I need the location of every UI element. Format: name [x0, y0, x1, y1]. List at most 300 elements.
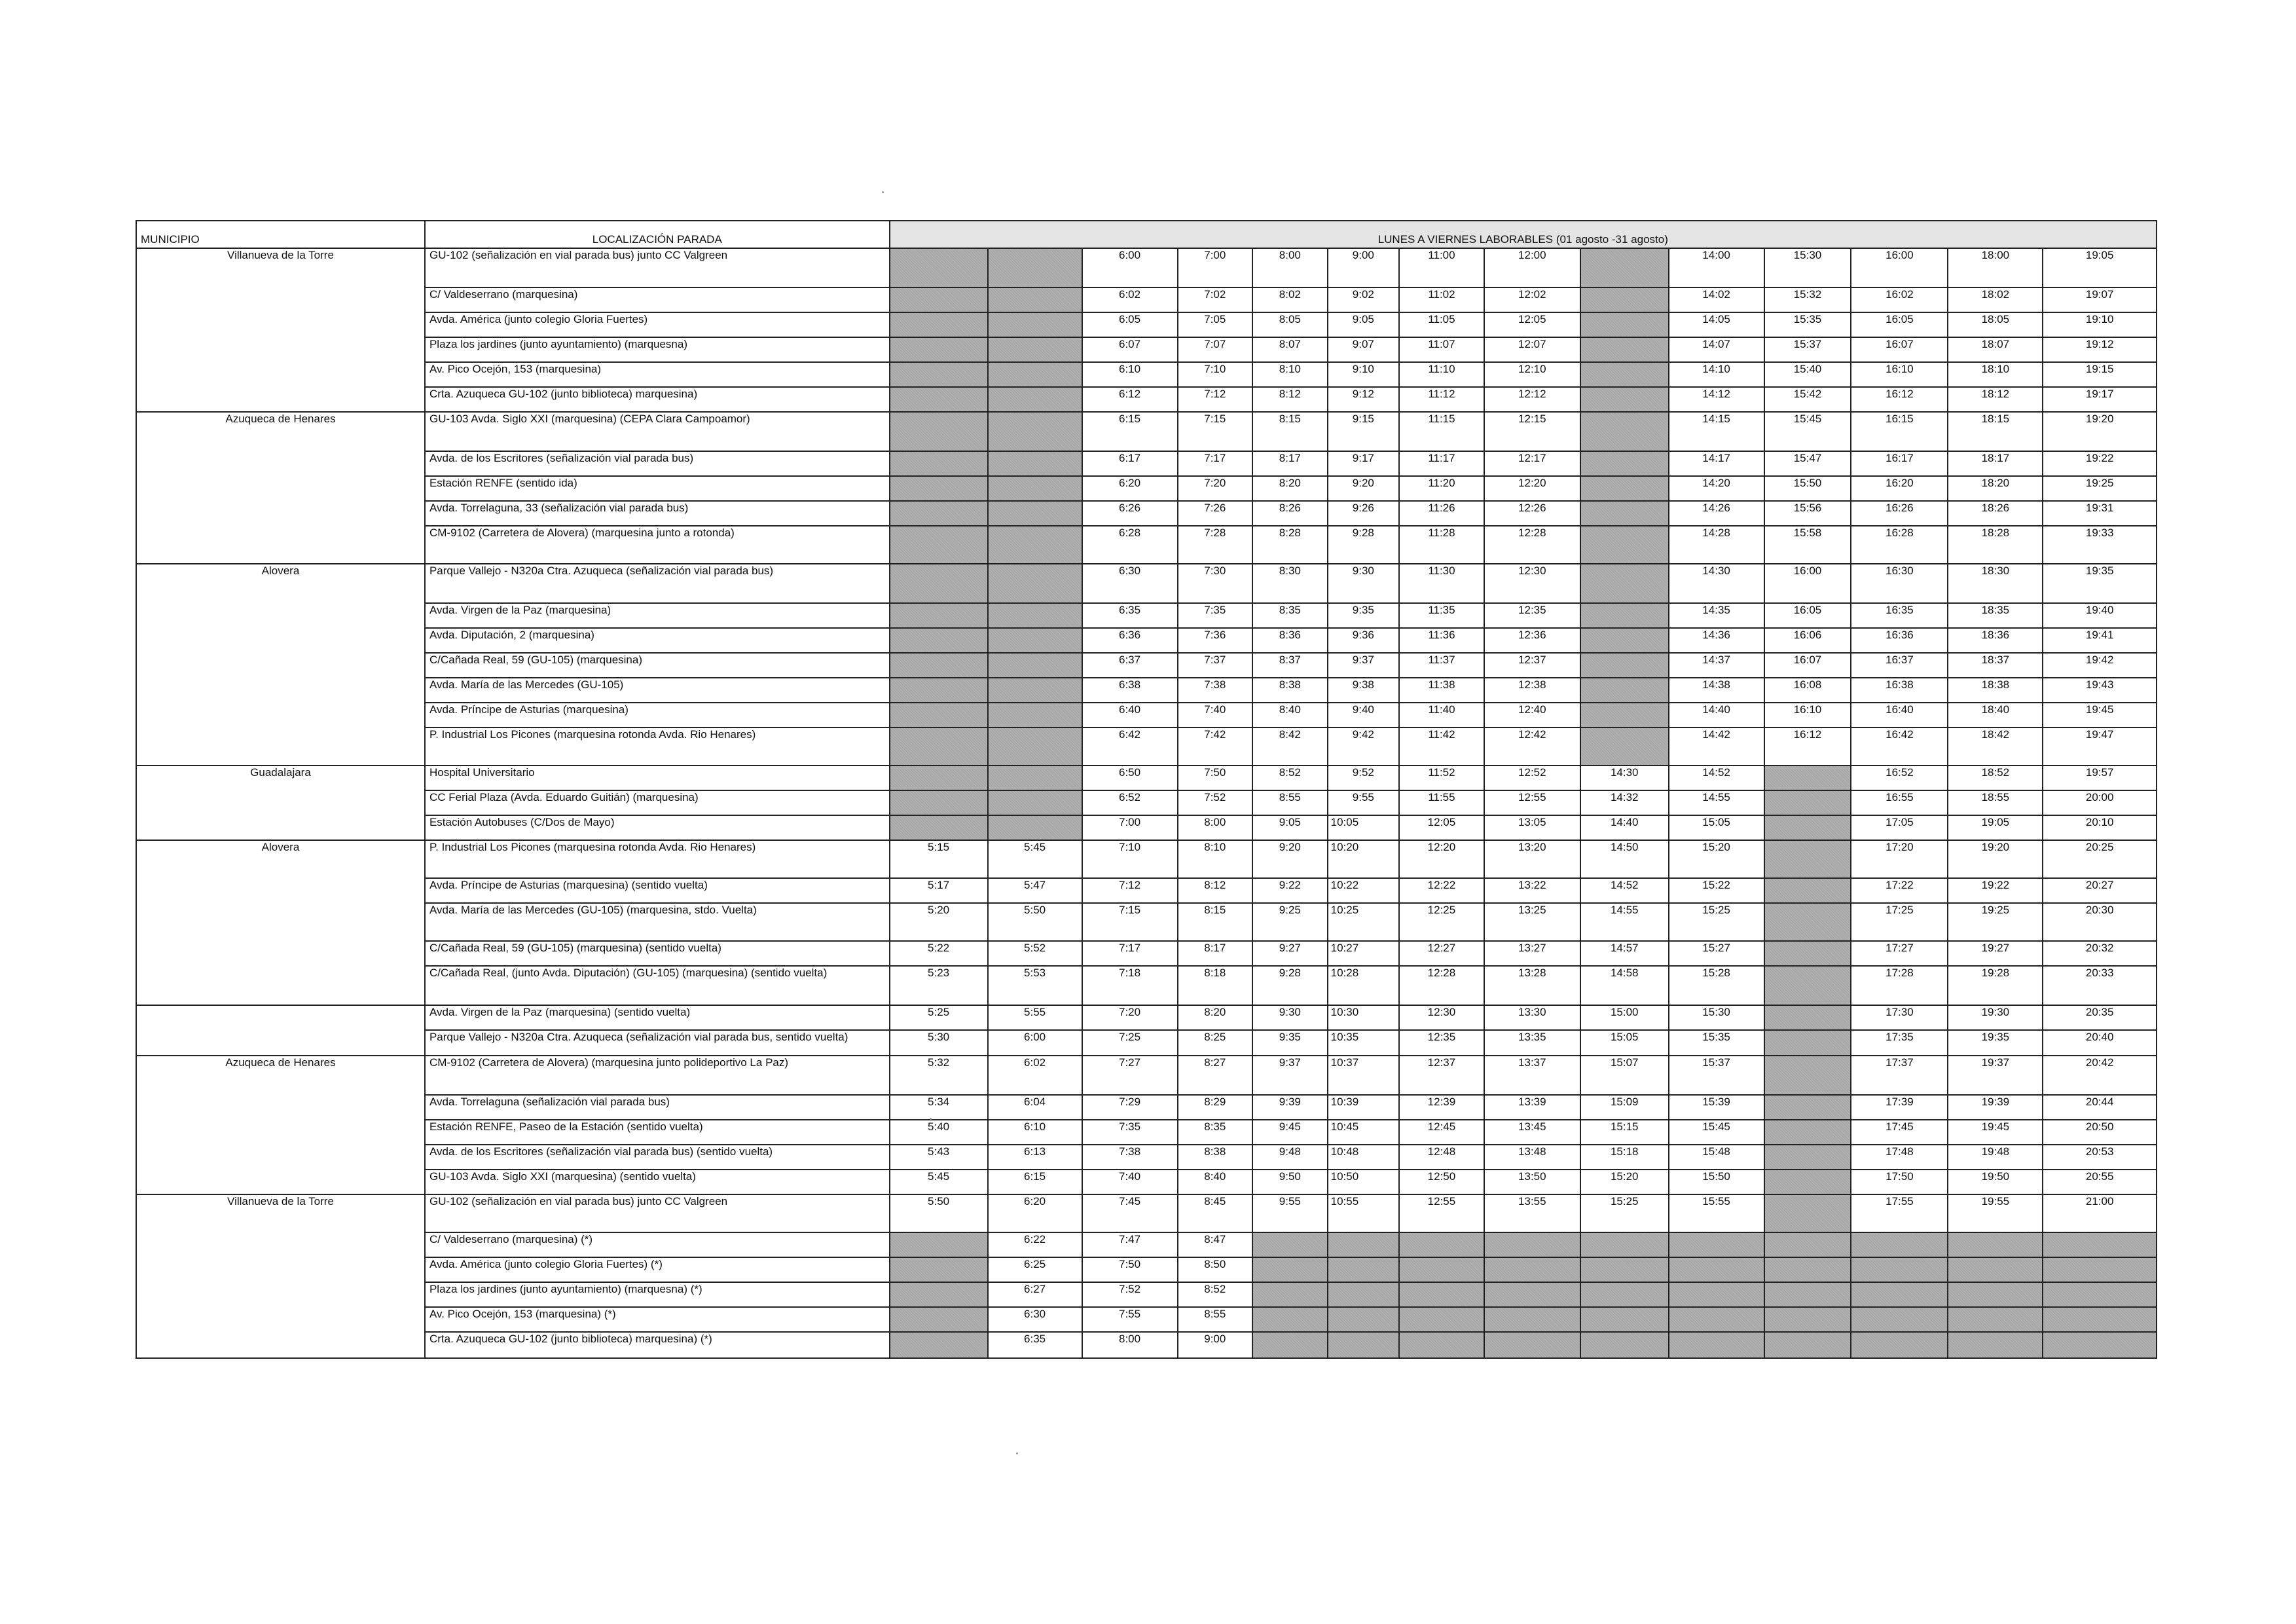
- no-service-cell: [1484, 1232, 1580, 1257]
- no-service-cell: [988, 703, 1082, 728]
- stop-name: Avda. América (junto colegio Gloria Fuertes): [425, 312, 890, 337]
- stop-name: Estación Autobuses (C/Dos de Mayo): [425, 815, 890, 840]
- departure-time: 10:30: [1328, 1005, 1399, 1030]
- no-service-cell: [1948, 1332, 2043, 1358]
- no-service-cell: [1252, 1282, 1328, 1307]
- no-service-cell: [890, 312, 988, 337]
- departure-time: 5:47: [988, 878, 1082, 903]
- departure-time: 14:58: [1580, 966, 1669, 1005]
- departure-time: 16:12: [1764, 728, 1851, 766]
- stop-name: Avda. Torrelaguna, 33 (señalización vial parada bus): [425, 501, 890, 526]
- no-service-cell: [1764, 1232, 1851, 1257]
- departure-time: 19:50: [1948, 1170, 2043, 1194]
- departure-time: 14:07: [1669, 337, 1764, 362]
- stop-row: [136, 840, 2157, 878]
- departure-time: 16:37: [1851, 653, 1948, 678]
- departure-time: 14:30: [1580, 766, 1669, 790]
- departure-time: 20:27: [2043, 878, 2157, 903]
- departure-time: 5:45: [890, 1170, 988, 1194]
- departure-time: 19:55: [1948, 1194, 2043, 1232]
- departure-time: 12:55: [1399, 1194, 1484, 1232]
- departure-time: 16:17: [1851, 451, 1948, 476]
- departure-time: 18:52: [1948, 766, 2043, 790]
- departure-time: 15:15: [1580, 1120, 1669, 1145]
- departure-time: 8:45: [1178, 1194, 1253, 1232]
- departure-time: 11:52: [1399, 766, 1484, 790]
- departure-time: 9:28: [1328, 526, 1399, 564]
- stop-name: C/Cañada Real, 59 (GU-105) (marquesina): [425, 653, 890, 678]
- departure-time: 16:20: [1851, 476, 1948, 501]
- departure-time: 16:12: [1851, 387, 1948, 412]
- departure-time: 15:58: [1764, 526, 1851, 564]
- departure-time: 15:09: [1580, 1095, 1669, 1120]
- departure-time: 8:52: [1252, 766, 1328, 790]
- no-service-cell: [1580, 412, 1669, 451]
- departure-time: 7:25: [1082, 1030, 1178, 1056]
- no-service-cell: [988, 287, 1082, 312]
- departure-time: 9:37: [1252, 1056, 1328, 1095]
- departure-time: 19:35: [1948, 1030, 2043, 1056]
- departure-time: 15:40: [1764, 362, 1851, 387]
- departure-time: 7:17: [1082, 941, 1178, 966]
- departure-time: 6:22: [988, 1232, 1082, 1257]
- departure-time: 11:12: [1399, 387, 1484, 412]
- stop-name: Parque Vallejo - N320a Ctra. Azuqueca (señalización vial parada bus, sentido vuelta): [425, 1030, 890, 1056]
- departure-time: 15:28: [1669, 966, 1764, 1005]
- departure-time: 10:05: [1328, 815, 1399, 840]
- departure-time: 14:15: [1669, 412, 1764, 451]
- no-service-cell: [2043, 1257, 2157, 1282]
- departure-time: 20:53: [2043, 1145, 2157, 1170]
- no-service-cell: [890, 248, 988, 287]
- no-service-cell: [890, 1332, 988, 1358]
- departure-time: 14:32: [1580, 790, 1669, 815]
- departure-time: 11:40: [1399, 703, 1484, 728]
- departure-time: 7:40: [1082, 1170, 1178, 1194]
- departure-time: 9:36: [1328, 628, 1399, 653]
- departure-time: 11:15: [1399, 412, 1484, 451]
- municipio-cell: Alovera: [136, 840, 425, 1005]
- departure-time: 6:00: [988, 1030, 1082, 1056]
- no-service-cell: [1764, 1257, 1851, 1282]
- departure-time: 16:02: [1851, 287, 1948, 312]
- departure-time: 6:12: [1082, 387, 1178, 412]
- no-service-cell: [890, 603, 988, 628]
- departure-time: 6:36: [1082, 628, 1178, 653]
- departure-time: 16:26: [1851, 501, 1948, 526]
- departure-time: 8:40: [1178, 1170, 1253, 1194]
- no-service-cell: [1764, 1120, 1851, 1145]
- departure-time: 20:42: [2043, 1056, 2157, 1095]
- departure-time: 5:34: [890, 1095, 988, 1120]
- no-service-cell: [1851, 1332, 1948, 1358]
- departure-time: 13:50: [1484, 1170, 1580, 1194]
- no-service-cell: [1764, 815, 1851, 840]
- departure-time: 7:00: [1082, 815, 1178, 840]
- departure-time: 16:00: [1851, 248, 1948, 287]
- departure-time: 5:52: [988, 941, 1082, 966]
- no-service-cell: [988, 564, 1082, 603]
- departure-time: 5:53: [988, 966, 1082, 1005]
- departure-time: 12:20: [1484, 476, 1580, 501]
- departure-time: 5:50: [890, 1194, 988, 1232]
- departure-time: 5:40: [890, 1120, 988, 1145]
- departure-time: 13:55: [1484, 1194, 1580, 1232]
- departure-time: 13:28: [1484, 966, 1580, 1005]
- no-service-cell: [1580, 1232, 1669, 1257]
- departure-time: 5:30: [890, 1030, 988, 1056]
- departure-time: 7:36: [1178, 628, 1253, 653]
- departure-time: 11:00: [1399, 248, 1484, 287]
- departure-time: 11:42: [1399, 728, 1484, 766]
- departure-time: 9:35: [1328, 603, 1399, 628]
- departure-time: 8:10: [1252, 362, 1328, 387]
- stop-row: [136, 728, 2157, 766]
- no-service-cell: [1580, 603, 1669, 628]
- no-service-cell: [1252, 1232, 1328, 1257]
- departure-time: 14:52: [1669, 766, 1764, 790]
- departure-time: 5:50: [988, 903, 1082, 941]
- departure-time: 14:50: [1580, 840, 1669, 878]
- departure-time: 14:36: [1669, 628, 1764, 653]
- departure-time: 7:47: [1082, 1232, 1178, 1257]
- no-service-cell: [1580, 337, 1669, 362]
- no-service-cell: [1851, 1232, 1948, 1257]
- departure-time: 12:35: [1399, 1030, 1484, 1056]
- departure-time: 9:55: [1328, 790, 1399, 815]
- departure-time: 7:40: [1178, 703, 1253, 728]
- departure-time: 18:28: [1948, 526, 2043, 564]
- departure-time: 9:12: [1328, 387, 1399, 412]
- no-service-cell: [890, 451, 988, 476]
- departure-time: 19:57: [2043, 766, 2157, 790]
- no-service-cell: [988, 362, 1082, 387]
- no-service-cell: [890, 1282, 988, 1307]
- departure-time: 15:32: [1764, 287, 1851, 312]
- departure-time: 19:22: [1948, 878, 2043, 903]
- no-service-cell: [890, 678, 988, 703]
- stop-row: [136, 287, 2157, 312]
- departure-time: 20:35: [2043, 1005, 2157, 1030]
- stop-row: [136, 476, 2157, 501]
- no-service-cell: [1484, 1332, 1580, 1358]
- departure-time: 9:05: [1252, 815, 1328, 840]
- departure-time: 20:25: [2043, 840, 2157, 878]
- departure-time: 17:05: [1851, 815, 1948, 840]
- departure-time: 6:17: [1082, 451, 1178, 476]
- departure-time: 15:25: [1580, 1194, 1669, 1232]
- stop-name: Av. Pico Ocejón, 153 (marquesina) (*): [425, 1307, 890, 1332]
- no-service-cell: [1252, 1257, 1328, 1282]
- departure-time: 16:36: [1851, 628, 1948, 653]
- no-service-cell: [1764, 1307, 1851, 1332]
- departure-time: 10:37: [1328, 1056, 1399, 1095]
- stop-row: [136, 966, 2157, 1005]
- departure-time: 12:20: [1399, 840, 1484, 878]
- no-service-cell: [1580, 312, 1669, 337]
- no-service-cell: [890, 728, 988, 766]
- departure-time: 9:37: [1328, 653, 1399, 678]
- departure-time: 19:27: [1948, 941, 2043, 966]
- stop-name: Avda. Príncipe de Asturias (marquesina) (sentido vuelta): [425, 878, 890, 903]
- stop-name: Avda. de los Escritores (señalización vial parada bus): [425, 451, 890, 476]
- departure-time: 14:20: [1669, 476, 1764, 501]
- departure-time: 6:13: [988, 1145, 1082, 1170]
- departure-time: 5:15: [890, 840, 988, 878]
- departure-time: 9:00: [1328, 248, 1399, 287]
- departure-time: 6:07: [1082, 337, 1178, 362]
- departure-time: 12:28: [1484, 526, 1580, 564]
- stop-row: [136, 603, 2157, 628]
- departure-time: 7:38: [1178, 678, 1253, 703]
- no-service-cell: [1580, 728, 1669, 766]
- departure-time: 8:10: [1178, 840, 1253, 878]
- departure-time: 9:45: [1252, 1120, 1328, 1145]
- departure-time: 13:45: [1484, 1120, 1580, 1145]
- no-service-cell: [1764, 1005, 1851, 1030]
- stop-row: [136, 1194, 2157, 1232]
- stop-row: [136, 653, 2157, 678]
- departure-time: 8:55: [1252, 790, 1328, 815]
- departure-time: 8:52: [1178, 1282, 1253, 1307]
- departure-time: 18:02: [1948, 287, 2043, 312]
- no-service-cell: [1851, 1257, 1948, 1282]
- departure-time: 20:10: [2043, 815, 2157, 840]
- departure-time: 15:48: [1669, 1145, 1764, 1170]
- departure-time: 11:10: [1399, 362, 1484, 387]
- departure-time: 7:30: [1178, 564, 1253, 603]
- departure-time: 15:35: [1669, 1030, 1764, 1056]
- departure-time: 5:55: [988, 1005, 1082, 1030]
- no-service-cell: [1580, 628, 1669, 653]
- departure-time: 5:20: [890, 903, 988, 941]
- stop-name: Plaza los jardines (junto ayuntamiento) (marquesna): [425, 337, 890, 362]
- no-service-cell: [1399, 1232, 1484, 1257]
- no-service-cell: [988, 412, 1082, 451]
- departure-time: 8:42: [1252, 728, 1328, 766]
- departure-time: 10:28: [1328, 966, 1399, 1005]
- departure-time: 6:20: [988, 1194, 1082, 1232]
- departure-time: 14:40: [1580, 815, 1669, 840]
- departure-time: 10:27: [1328, 941, 1399, 966]
- no-service-cell: [2043, 1232, 2157, 1257]
- departure-time: 8:35: [1252, 603, 1328, 628]
- no-service-cell: [1764, 766, 1851, 790]
- departure-time: 17:30: [1851, 1005, 1948, 1030]
- departure-time: 19:17: [2043, 387, 2157, 412]
- no-service-cell: [1764, 1095, 1851, 1120]
- stop-row: [136, 903, 2157, 941]
- departure-time: 19:15: [2043, 362, 2157, 387]
- departure-time: 18:36: [1948, 628, 2043, 653]
- departure-time: 7:35: [1178, 603, 1253, 628]
- no-service-cell: [988, 526, 1082, 564]
- departure-time: 6:05: [1082, 312, 1178, 337]
- departure-time: 9:20: [1252, 840, 1328, 878]
- departure-time: 8:18: [1178, 966, 1253, 1005]
- departure-time: 12:27: [1399, 941, 1484, 966]
- departure-time: 5:25: [890, 1005, 988, 1030]
- departure-time: 6:02: [988, 1056, 1082, 1095]
- departure-time: 16:40: [1851, 703, 1948, 728]
- departure-time: 19:12: [2043, 337, 2157, 362]
- departure-time: 6:38: [1082, 678, 1178, 703]
- no-service-cell: [988, 451, 1082, 476]
- no-service-cell: [1764, 878, 1851, 903]
- departure-time: 12:26: [1484, 501, 1580, 526]
- departure-time: 14:52: [1580, 878, 1669, 903]
- no-service-cell: [1399, 1332, 1484, 1358]
- departure-time: 15:42: [1764, 387, 1851, 412]
- departure-time: 9:50: [1252, 1170, 1328, 1194]
- stop-row: [136, 501, 2157, 526]
- departure-time: 6:25: [988, 1257, 1082, 1282]
- stop-name: P. Industrial Los Picones (marquesina rotonda Avda. Rio Henares): [425, 840, 890, 878]
- departure-time: 6:37: [1082, 653, 1178, 678]
- departure-time: 15:00: [1580, 1005, 1669, 1030]
- departure-time: 5:32: [890, 1056, 988, 1095]
- no-service-cell: [988, 312, 1082, 337]
- stop-name: Av. Pico Ocejón, 153 (marquesina): [425, 362, 890, 387]
- departure-time: 7:35: [1082, 1120, 1178, 1145]
- scan-speck: [882, 191, 884, 193]
- departure-time: 6:26: [1082, 501, 1178, 526]
- departure-time: 7:50: [1178, 766, 1253, 790]
- header-municipio: MUNICIPIO: [136, 221, 425, 248]
- no-service-cell: [1399, 1307, 1484, 1332]
- no-service-cell: [1328, 1232, 1399, 1257]
- departure-time: 20:32: [2043, 941, 2157, 966]
- departure-time: 12:15: [1484, 412, 1580, 451]
- stop-name: Hospital Universitario: [425, 766, 890, 790]
- stop-name: Avda. Diputación, 2 (marquesina): [425, 628, 890, 653]
- departure-time: 7:55: [1082, 1307, 1178, 1332]
- departure-time: 12:37: [1484, 653, 1580, 678]
- departure-time: 9:30: [1328, 564, 1399, 603]
- no-service-cell: [890, 1257, 988, 1282]
- no-service-cell: [988, 501, 1082, 526]
- departure-time: 8:28: [1252, 526, 1328, 564]
- stop-row: [136, 248, 2157, 287]
- departure-time: 19:05: [2043, 248, 2157, 287]
- departure-time: 6:27: [988, 1282, 1082, 1307]
- departure-time: 8:17: [1178, 941, 1253, 966]
- departure-time: 7:02: [1178, 287, 1253, 312]
- departure-time: 8:47: [1178, 1232, 1253, 1257]
- departure-time: 17:35: [1851, 1030, 1948, 1056]
- departure-time: 7:18: [1082, 966, 1178, 1005]
- departure-time: 16:06: [1764, 628, 1851, 653]
- stop-row: [136, 1282, 2157, 1307]
- departure-time: 12:48: [1399, 1145, 1484, 1170]
- no-service-cell: [988, 790, 1082, 815]
- stop-row: [136, 1095, 2157, 1120]
- departure-time: 7:00: [1178, 248, 1253, 287]
- municipio-cell: Guadalajara: [136, 766, 425, 840]
- departure-time: 7:05: [1178, 312, 1253, 337]
- departure-time: 8:00: [1082, 1332, 1178, 1358]
- no-service-cell: [1580, 476, 1669, 501]
- departure-time: 9:27: [1252, 941, 1328, 966]
- no-service-cell: [1399, 1282, 1484, 1307]
- departure-time: 8:55: [1178, 1307, 1253, 1332]
- departure-time: 7:27: [1082, 1056, 1178, 1095]
- departure-time: 9:35: [1252, 1030, 1328, 1056]
- departure-time: 9:17: [1328, 451, 1399, 476]
- no-service-cell: [1669, 1257, 1764, 1282]
- departure-time: 19:48: [1948, 1145, 2043, 1170]
- no-service-cell: [988, 678, 1082, 703]
- departure-time: 5:17: [890, 878, 988, 903]
- no-service-cell: [1580, 1307, 1669, 1332]
- departure-time: 19:25: [2043, 476, 2157, 501]
- no-service-cell: [1669, 1232, 1764, 1257]
- departure-time: 15:18: [1580, 1145, 1669, 1170]
- departure-time: 18:37: [1948, 653, 2043, 678]
- departure-time: 11:37: [1399, 653, 1484, 678]
- departure-time: 6:30: [988, 1307, 1082, 1332]
- departure-time: 16:10: [1764, 703, 1851, 728]
- municipio-cell: Azuqueca de Henares: [136, 412, 425, 564]
- departure-time: 5:22: [890, 941, 988, 966]
- departure-time: 12:00: [1484, 248, 1580, 287]
- departure-time: 19:30: [1948, 1005, 2043, 1030]
- departure-time: 19:25: [1948, 903, 2043, 941]
- stop-name: C/ Valdeserrano (marquesina): [425, 287, 890, 312]
- no-service-cell: [890, 337, 988, 362]
- departure-time: 15:37: [1764, 337, 1851, 362]
- departure-time: 12:35: [1484, 603, 1580, 628]
- no-service-cell: [1669, 1282, 1764, 1307]
- no-service-cell: [890, 412, 988, 451]
- departure-time: 19:28: [1948, 966, 2043, 1005]
- header-localizacion: LOCALIZACIÓN PARADA: [425, 221, 890, 248]
- departure-time: 7:12: [1082, 878, 1178, 903]
- departure-time: 6:20: [1082, 476, 1178, 501]
- no-service-cell: [890, 766, 988, 790]
- no-service-cell: [890, 387, 988, 412]
- departure-time: 9:55: [1252, 1194, 1328, 1232]
- departure-time: 17:22: [1851, 878, 1948, 903]
- no-service-cell: [2043, 1307, 2157, 1332]
- no-service-cell: [890, 790, 988, 815]
- departure-time: 19:47: [2043, 728, 2157, 766]
- departure-time: 6:04: [988, 1095, 1082, 1120]
- no-service-cell: [1580, 1257, 1669, 1282]
- no-service-cell: [1252, 1307, 1328, 1332]
- no-service-cell: [890, 287, 988, 312]
- departure-time: 12:22: [1399, 878, 1484, 903]
- stop-row: [136, 451, 2157, 476]
- departure-time: 8:27: [1178, 1056, 1253, 1095]
- no-service-cell: [1764, 790, 1851, 815]
- departure-time: 10:39: [1328, 1095, 1399, 1120]
- stop-row: [136, 1005, 2157, 1030]
- no-service-cell: [1580, 703, 1669, 728]
- departure-time: 6:50: [1082, 766, 1178, 790]
- no-service-cell: [1764, 941, 1851, 966]
- departure-time: 13:48: [1484, 1145, 1580, 1170]
- departure-time: 10:55: [1328, 1194, 1399, 1232]
- no-service-cell: [1580, 1282, 1669, 1307]
- departure-time: 9:20: [1328, 476, 1399, 501]
- no-service-cell: [1484, 1257, 1580, 1282]
- no-service-cell: [1764, 903, 1851, 941]
- departure-time: 19:35: [2043, 564, 2157, 603]
- departure-time: 15:50: [1764, 476, 1851, 501]
- no-service-cell: [890, 815, 988, 840]
- departure-time: 19:39: [1948, 1095, 2043, 1120]
